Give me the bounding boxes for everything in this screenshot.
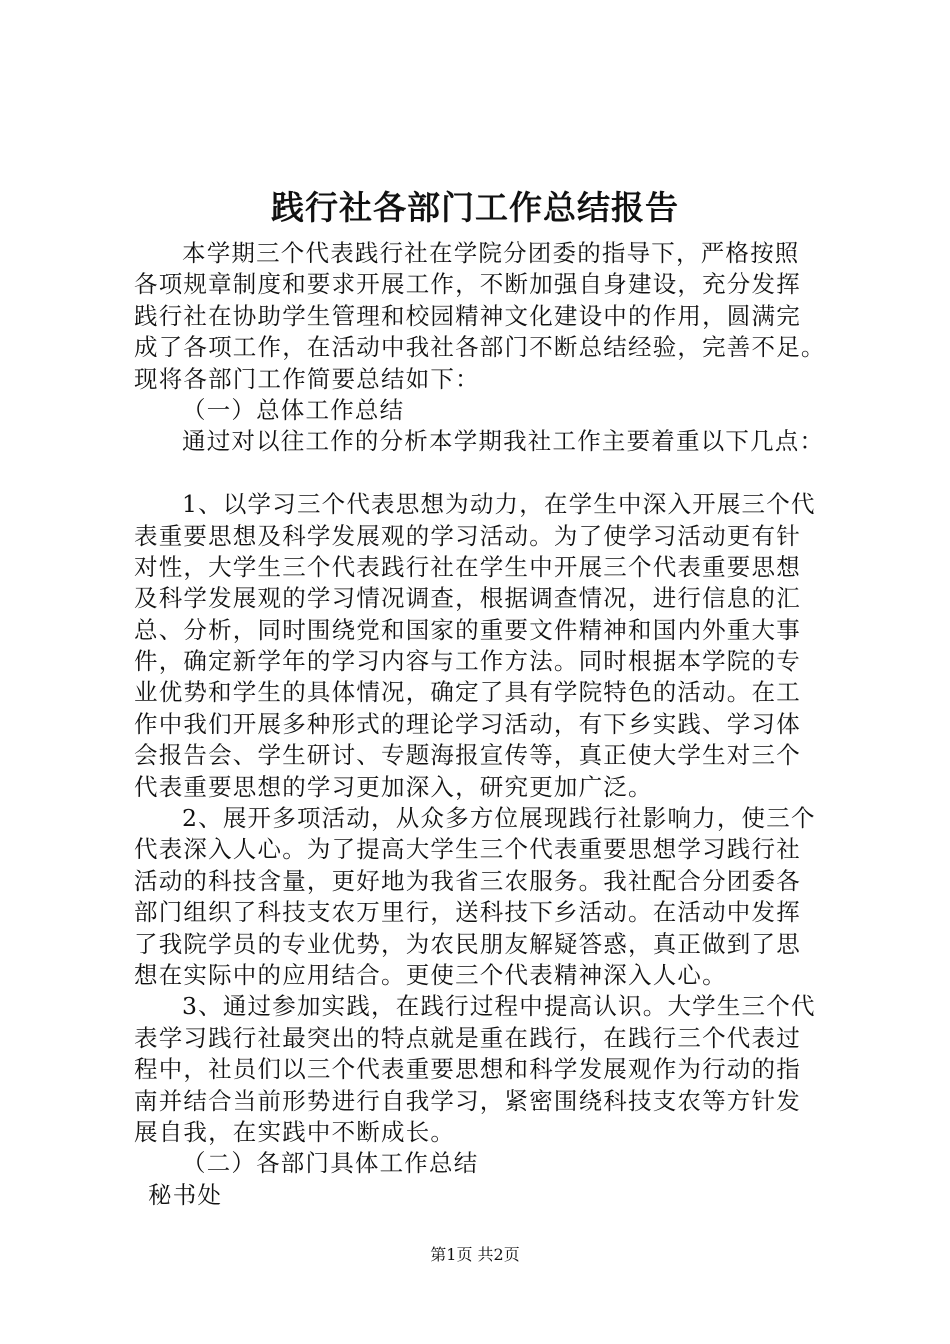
paragraph-line: 活动的科技含量，更好地为我省三农服务。我社配合分团委各 xyxy=(134,866,801,895)
document-title: 践行社各部门工作总结报告 xyxy=(271,188,679,227)
paragraph-line: 对性，大学生三个代表践行社在学生中开展三个代表重要思想 xyxy=(134,552,801,581)
paragraph-line: 程中，社员们以三个代表重要思想和科学发展观作为行动的指 xyxy=(134,1055,801,1084)
section-heading: （二）各部门具体工作总结 xyxy=(182,1149,479,1178)
paragraph-line: 会报告会、学生研讨、专题海报宣传等，真正使大学生对三个 xyxy=(134,741,801,770)
section-heading: （一）总体工作总结 xyxy=(182,395,405,424)
paragraph-line: 南并结合当前形势进行自我学习，紧密围绕科技支农等方针发 xyxy=(134,1086,801,1115)
paragraph-line: 件，确定新学年的学习内容与工作方法。同时根据本学院的专 xyxy=(134,647,801,676)
paragraph-line: 现将各部门工作简要总结如下： xyxy=(134,364,480,393)
paragraph-line: 总、分析，同时围绕党和国家的重要文件精神和国内外重大事 xyxy=(134,615,801,644)
paragraph-line: 业优势和学生的具体情况，确定了具有学院特色的活动。在工 xyxy=(134,678,801,707)
paragraph-line: 了我院学员的专业优势，为农民朋友解疑答惑，真正做到了思 xyxy=(134,929,801,958)
paragraph-line: 作中我们开展多种形式的理论学习活动，有下乡实践、学习体 xyxy=(134,709,801,738)
paragraph-line: 成了各项工作，在活动中我社各部门不断总结经验，完善不足。 xyxy=(134,333,826,362)
paragraph-line: 3、通过参加实践，在践行过程中提高认识。大学生三个代 xyxy=(182,992,816,1021)
paragraph-line: 1、以学习三个代表思想为动力，在学生中深入开展三个代 xyxy=(182,490,816,519)
paragraph-line: 通过对以往工作的分析本学期我社工作主要着重以下几点： xyxy=(182,427,825,456)
paragraph-line: 展自我，在实践中不断成长。 xyxy=(134,1117,456,1146)
page-footer: 第1页 共2页 xyxy=(430,1245,520,1264)
blank-line xyxy=(134,458,854,489)
paragraph-line: 表重要思想及科学发展观的学习活动。为了使学习活动更有针 xyxy=(134,521,801,550)
paragraph-line: 践行社在协助学生管理和校园精神文化建设中的作用，圆满完 xyxy=(134,301,801,330)
paragraph-line: 各项规章制度和要求开展工作，不断加强自身建设，充分发挥 xyxy=(134,270,801,299)
paragraph-line: 代表重要思想的学习更加深入，研究更加广泛。 xyxy=(134,772,653,801)
paragraph-line: 及科学发展观的学习情况调查，根据调查情况，进行信息的汇 xyxy=(134,584,801,613)
document-body xyxy=(134,238,854,1211)
paragraph-line: 代表深入人心。为了提高大学生三个代表重要思想学习践行社 xyxy=(134,835,801,864)
paragraph-line: 表学习践行社最突出的特点就是重在践行，在践行三个代表过 xyxy=(134,1023,801,1052)
paragraph-line: 想在实际中的应用结合。更使三个代表精神深入人心。 xyxy=(134,960,727,989)
paragraph-line: 本学期三个代表践行社在学院分团委的指导下，严格按照 xyxy=(182,239,800,267)
paragraph-line: 2、展开多项活动，从众多方位展现践行社影响力，使三个 xyxy=(182,804,816,833)
paragraph-line: 部门组织了科技支农万里行，送科技下乡活动。在活动中发挥 xyxy=(134,898,801,927)
subsection-label: 秘书处 xyxy=(148,1180,223,1209)
